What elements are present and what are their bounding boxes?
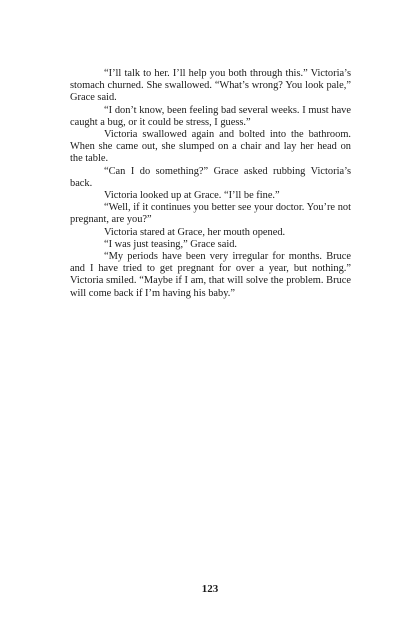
paragraph: Victoria swallowed again and bolted into the bathroom. When she came out, she slumped on a chair and lay her head on the table. (70, 129, 351, 165)
paragraph: “Well, if it continues you better see your doctor. You’re not pregnant, are you?” (70, 202, 351, 226)
paragraph: Victoria stared at Grace, her mouth opened. (104, 226, 286, 238)
paragraph: “I’ll talk to her. I’ll help you both through this.” Victoria’s stomach churned. She swallowed. “What’s wrong? You look pale,” Grace said. (70, 68, 351, 104)
paragraph: “My periods have been very irregular for months. Bruce and I have tried to get pregnant for over a year, but nothing.” Victoria smiled. “Maybe if I am, that will solve the problem. Bruce will come back if I’m having his baby.” (70, 251, 351, 299)
page-number: 123 (201, 583, 219, 595)
paragraph: “Can I do something?” Grace asked rubbing Victoria’s back. (70, 165, 351, 189)
paragraph: “I was just teasing,” Grace said. (104, 238, 238, 250)
paragraph: Victoria looked up at Grace. “I’ll be fine.” (104, 190, 280, 202)
paragraph: “I don’t know, been feeling bad several weeks. I must have caught a bug, or it could be stress, I guess.” (70, 104, 351, 128)
body-text (70, 68, 351, 300)
